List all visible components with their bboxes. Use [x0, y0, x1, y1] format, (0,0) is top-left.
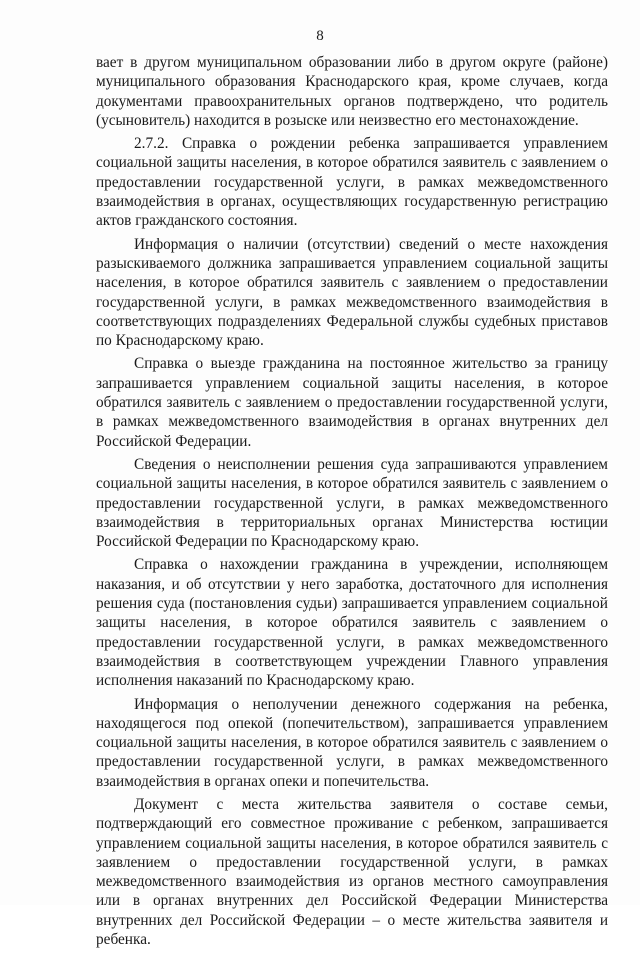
- page-number: 8: [316, 28, 324, 44]
- paragraph-continued: вает в другом муниципальном образовании либо в другом округе (районе) муниципального образования Краснодарского края, кроме случаев, когда документами правоохранительных органов подтверждено, что родитель (усыновитель) находится в розыске или неизвестно его местонахождение.: [96, 54, 608, 129]
- paragraph-family-composition: Документ с места жительства заявителя о составе семьи, подтверждающий его совместное проживание с ребенком, запрашивается управлением социальной защиты населения, в которое обратился заявитель с заявлением о предоставлении государственной услуги, в рамках межведомственного взаимодействия из органов местного самоуправления или в органах внутренних дел Российской Федерации Министерства внутренних дел Российской Федерации – о месте жительства заявителя и ребенка.: [96, 795, 608, 949]
- paragraph-penal-institution: Справка о нахождении гражданина в учреждении, исполняющем наказания, и об отсутствии у него заработка, достаточного для исполнения решения суда (постановления судьи) запрашивается управлением социальной защиты населения, в которое обратился заявитель с заявлением о предоставлении государственной услуги, в рамках межведомственного взаимодействия в соответствующем учреждении Главного управления исполнения наказаний по Краснодарскому краю.: [96, 556, 608, 690]
- paragraph-departure-certificate: Справка о выезде гражданина на постоянное жительство за границу запрашивается управлением социальной защиты населения, в которое обратился заявитель с заявлением о предоставлении государственной услуги, в рамках межведомственного взаимодействия в органах внутренних дел Российской Федерации.: [96, 355, 608, 450]
- paragraph-court-decision: Сведения о неисполнении решения суда запрашиваются управлением социальной защиты населения, в которое обратился заявитель с заявлением о предоставлении государственной услуги, в рамках межведомственного взаимодействия в территориальных органах Министерства юстиции Российской Федерации по Краснодарскому краю.: [96, 455, 608, 551]
- paragraph-debtor-info: Информация о наличии (отсутствии) сведений о месте нахождения разыскиваемого должника запрашивается управлением социальной защиты населения, в которое обратился заявитель с заявлением о предоставлении государственной услуги, в рамках межведомственного взаимодействия в соответствующих подразделениях Федеральной службы судебных приставов по Краснодарскому краю.: [96, 235, 608, 350]
- document-body: [96, 53, 608, 953]
- paragraph-2-7-2: 2.7.2. Справка о рождении ребенка запрашивается управлением социальной защиты населения, в которое обратился заявитель с заявлением о предоставлении государственной услуги, в рамках межведомственного взаимодействия в органах, осуществляющих государственную регистрацию актов гражданского состояния.: [96, 135, 608, 230]
- paragraph-guardianship: Информация о неполучении денежного содержания на ребенка, находящегося под опекой (попечительством), запрашивается управлением социальной защиты населения, в которое обратился заявитель с заявлением о предоставлении государственной услуги, в рамках межведомственного взаимодействия в органах опеки и попечительства.: [96, 695, 608, 790]
